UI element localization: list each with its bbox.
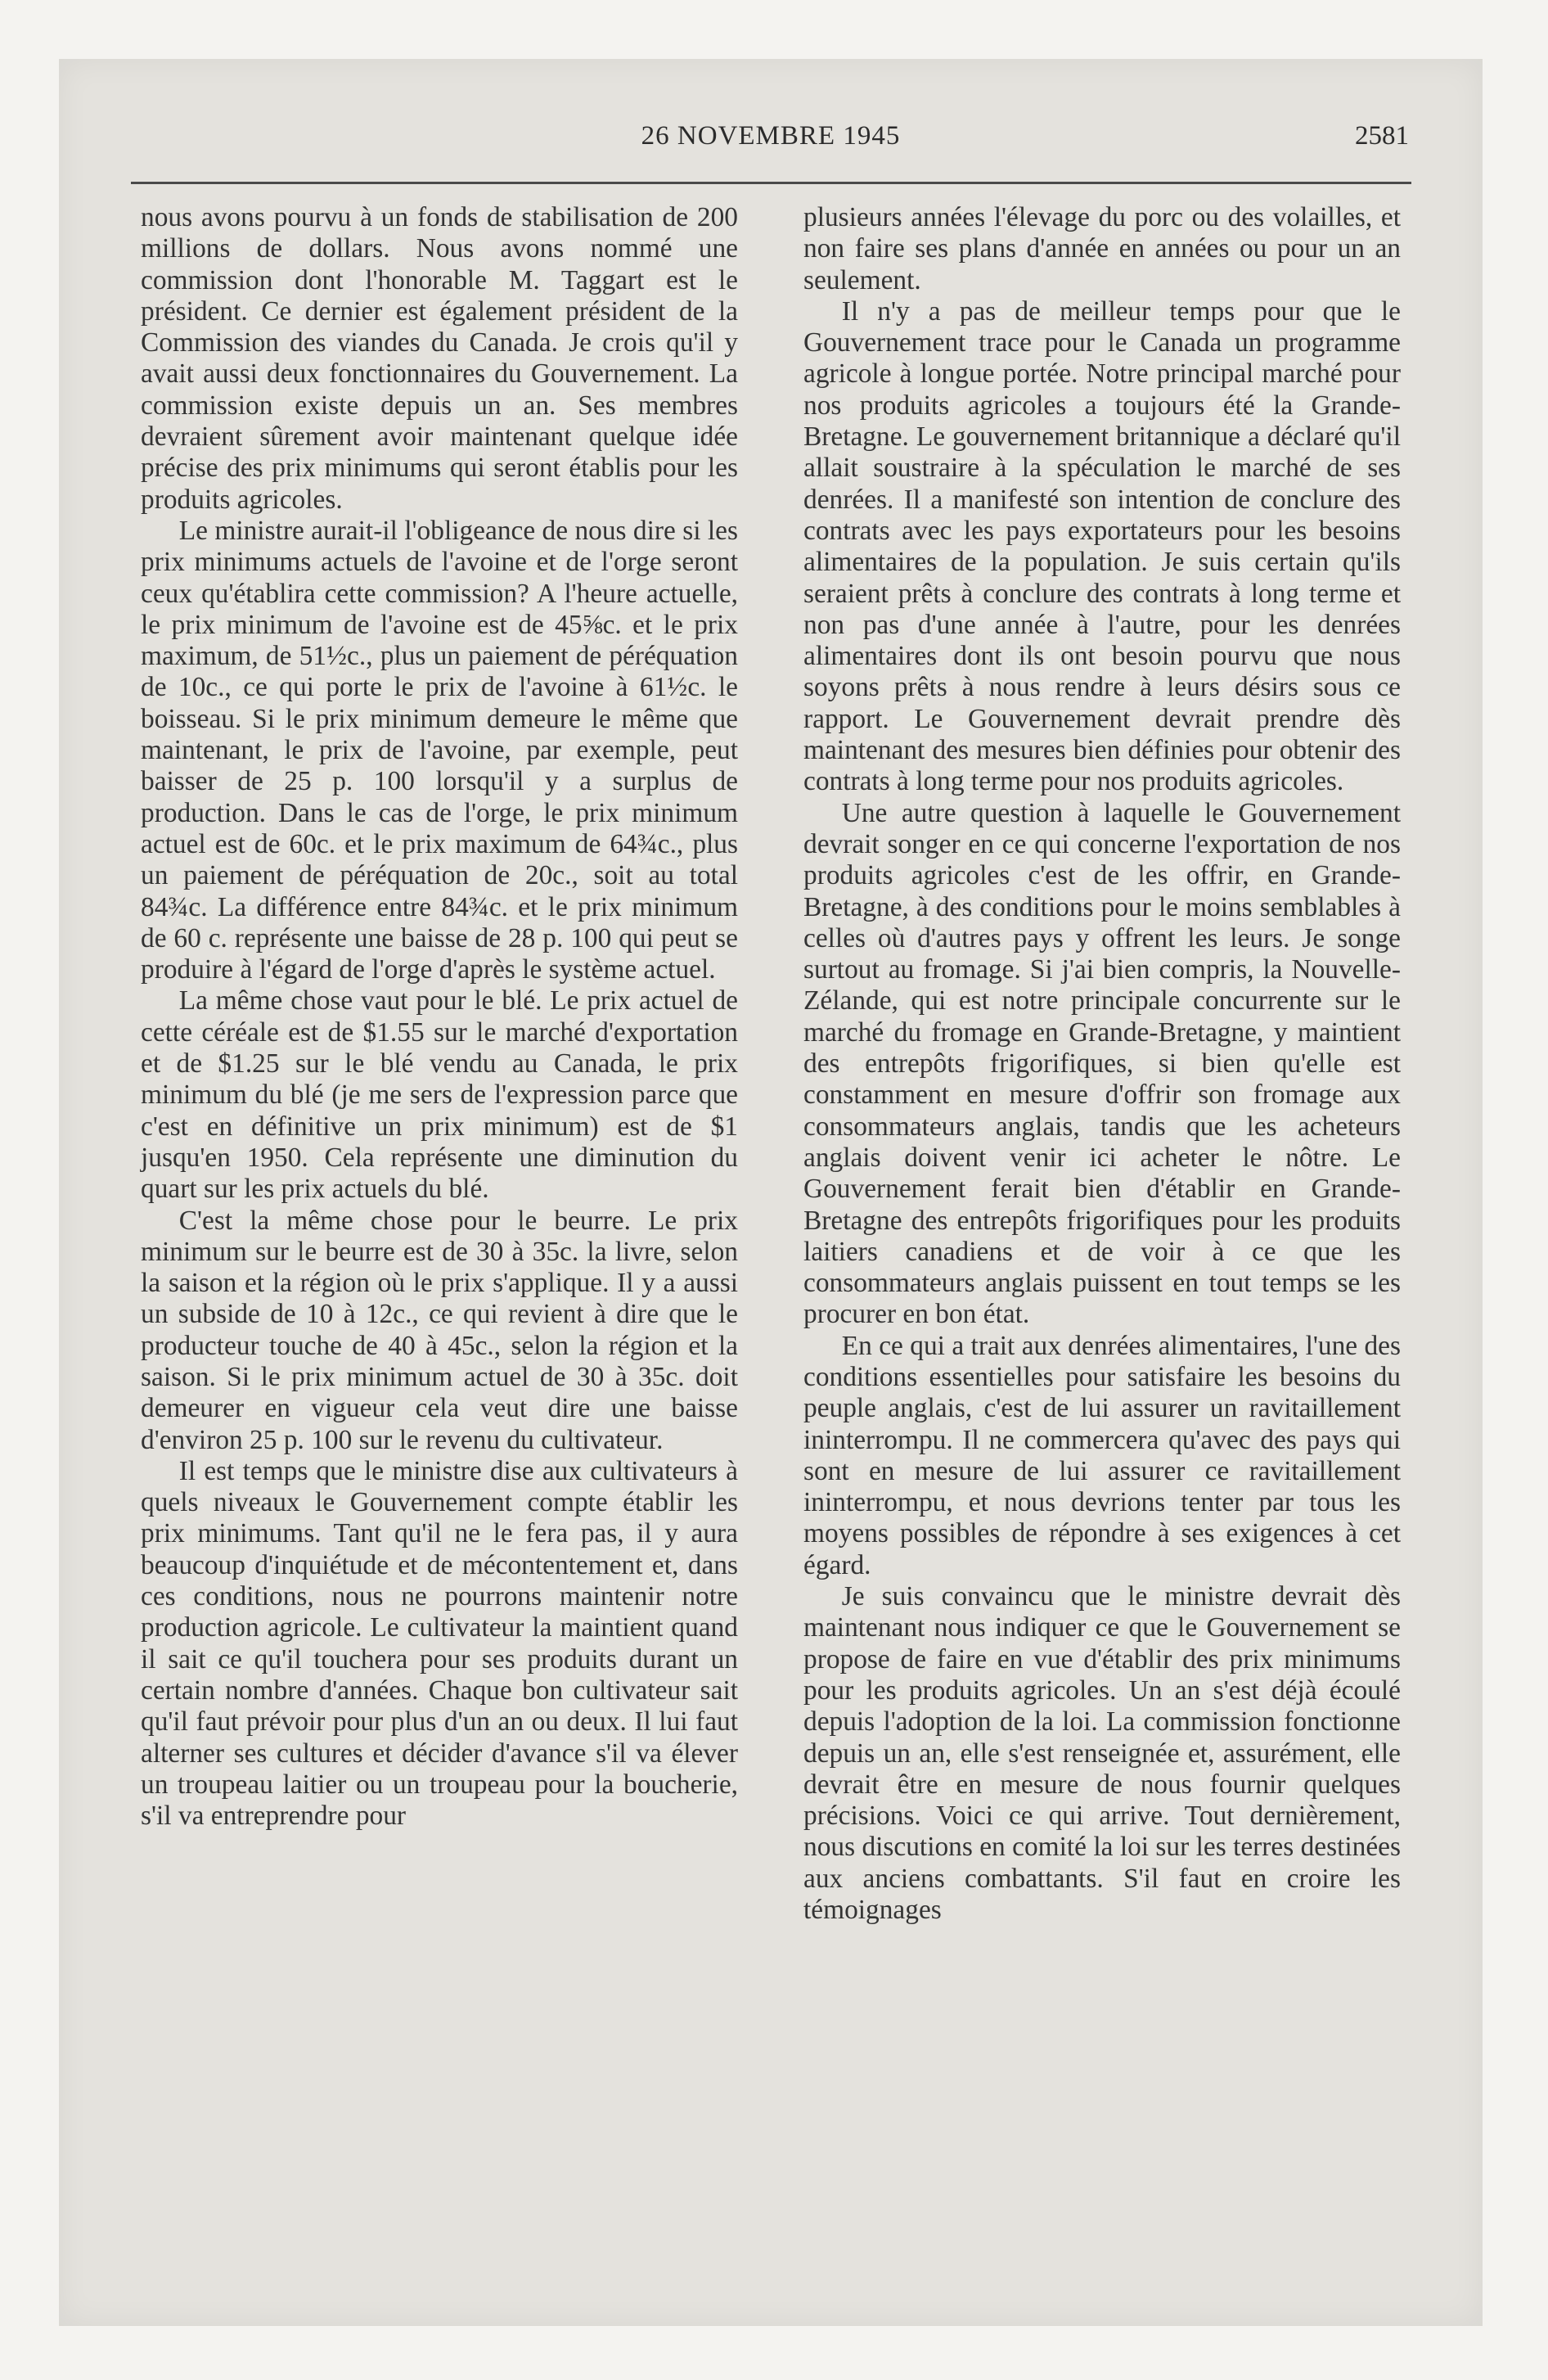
paragraph: nous avons pourvu à un fonds de stabilisation de 200 millions de dollars. Nous avons nommé une commission dont l'honorable M. Taggart est le président. Ce dernier est également président de la Commission des viandes du Canada. Je crois qu'il y avait aussi deux fonctionnaires du Gouvernement. La commission existe depuis un an. Ses membres devraient sûrement avoir maintenant quelque idée précise des prix minimums qui seront établis pour les produits agricoles. [141, 202, 738, 515]
paragraph: Il est temps que le ministre dise aux cultivateurs à quels niveaux le Gouvernement compte établir les prix minimums. Tant qu'il ne le fera pas, il y aura beaucoup d'inquiétude et de mécontentement et, dans ces conditions, nous ne pourrons maintenir notre production agricole. Le cultivateur la maintient quand il sait ce qu'il touchera pour ses produits durant un certain nombre d'années. Chaque bon cultivateur sait qu'il faut prévoir pour plus d'un an ou deux. Il lui faut alterner ses cultures et décider d'avance s'il va élever un troupeau laitier ou un troupeau pour la boucherie, s'il va entreprendre pour [141, 1455, 738, 1832]
left-column [141, 202, 738, 1832]
paragraph: Le ministre aurait-il l'obligeance de nous dire si les prix minimums actuels de l'avoine et de l'orge seront ceux qu'établira cette commission? A l'heure actuelle, le prix minimum de l'avoine est de 45⅝c. et le prix maximum, de 51½c., plus un paiement de péréquation de 10c., ce qui porte le prix de l'avoine à 61½c. le boisseau. Si le prix minimum demeure le même que maintenant, le prix de l'avoine, par exemple, peut baisser de 25 p. 100 lorsqu'il y a surplus de production. Dans le cas de l'orge, le prix minimum actuel est de 60c. et le prix maximum de 64¾c., plus un paiement de péréquation de 20c., soit au total 84¾c. La différence entre 84¾c. et le prix minimum de 60 c. représente une baisse de 28 p. 100 qui peut se produire à l'égard de l'orge d'après le système actuel. [141, 515, 738, 985]
paragraph: Il n'y a pas de meilleur temps pour que le Gouvernement trace pour le Canada un programme agricole à longue portée. Notre principal marché pour nos produits agricoles a toujours été la Grande-Bretagne. Le gouvernement britannique a déclaré qu'il allait soustraire à la spéculation le marché de ses denrées. Il a manifesté son intention de conclure des contrats avec les pays exportateurs pour les besoins alimentaires de la population. Je suis certain qu'ils seraient prêts à conclure des contrats à long terme et non pas d'une année à l'autre, pour les denrées alimentaires dont ils ont besoin pourvu que nous soyons prêts à nous rendre à leurs désirs sous ce rapport. Le Gouvernement devrait prendre dès maintenant des mesures bien définies pour obtenir des contrats à long terme pour nos produits agricoles. [803, 295, 1401, 797]
paragraph: En ce qui a trait aux denrées alimentaires, l'une des conditions essentielles pour satisfaire les besoins du peuple anglais, c'est de lui assurer un ravitaillement ininterrompu. Il ne commercera qu'avec des pays qui sont en mesure de lui assurer ce ravitaillement ininterrompu, et nous devrions tenter par tous les moyens possibles de répondre à ses exigences à cet égard. [803, 1330, 1401, 1580]
header-rule [131, 182, 1411, 184]
paragraph: plusieurs années l'élevage du porc ou des volailles, et non faire ses plans d'année en années ou pour un an seulement. [803, 202, 1401, 295]
paragraph: Une autre question à laquelle le Gouvernement devrait songer en ce qui concerne l'exportation de nos produits agricoles c'est de les offrir, en Grande-Bretagne, à des conditions pour le moins semblables à celles où d'autres pays y offrent les leurs. Je songe surtout au fromage. Si j'ai bien compris, la Nouvelle-Zélande, qui est notre principale concurrente sur le marché du fromage en Grande-Bretagne, y maintient des entrepôts frigorifiques, si bien qu'elle est constamment en mesure d'offrir son fromage aux consommateurs anglais, tandis que les acheteurs anglais doivent venir ici acheter le nôtre. Le Gouvernement ferait bien d'établir en Grande-Bretagne des entrepôts frigorifiques pour les produits laitiers canadiens et de voir à ce que les consommateurs anglais puissent en tout temps se les procurer en bon état. [803, 797, 1401, 1330]
paragraph: La même chose vaut pour le blé. Le prix actuel de cette céréale est de $1.55 sur le marché d'exportation et de $1.25 sur le blé vendu au Canada, le prix minimum du blé (je me sers de l'expression parce que c'est en définitive un prix minimum) est de $1 jusqu'en 1950. Cela représente une diminution du quart sur les prix actuels du blé. [141, 985, 738, 1205]
page-header [133, 116, 1409, 165]
page-number: 2581 [1355, 121, 1409, 151]
page-sheet [59, 59, 1483, 2326]
page-date-title: 26 NOVEMBRE 1945 [641, 121, 901, 151]
right-column [803, 202, 1401, 1926]
paragraph: Je suis convaincu que le ministre devrait dès maintenant nous indiquer ce que le Gouvernement se propose de faire en vue d'établir des prix minimums pour les produits agricoles. Un an s'est déjà écoulé depuis l'adoption de la loi. La commission fonctionne depuis un an, elle s'est renseignée et, assurément, elle devrait être en mesure de nous fournir quelques précisions. Voici ce qui arrive. Tout dernièrement, nous discutions en comité la loi sur les terres destinées aux anciens combattants. S'il faut en croire les témoignages [803, 1581, 1401, 1926]
paragraph: C'est la même chose pour le beurre. Le prix minimum sur le beurre est de 30 à 35c. la livre, selon la saison et la région où le prix s'applique. Il y a aussi un subside de 10 à 12c., ce qui revient à dire que le producteur touche de 40 à 45c., selon la région et la saison. Si le prix minimum actuel de 30 à 35c. doit demeurer en vigueur cela veut dire une baisse d'environ 25 p. 100 sur le revenu du cultivateur. [141, 1205, 738, 1455]
